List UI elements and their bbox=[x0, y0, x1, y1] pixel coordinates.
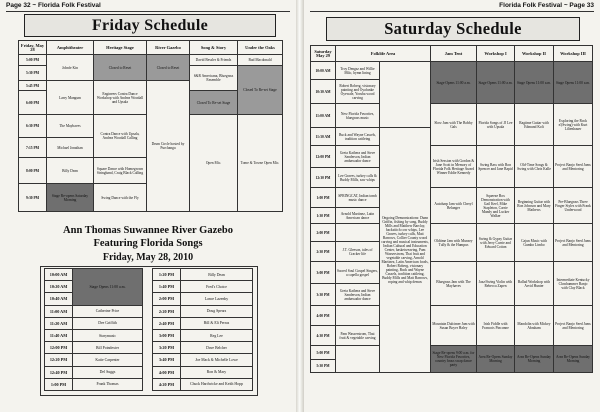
saturday-title-text: Saturday Schedule bbox=[384, 19, 522, 38]
song-act: S&R Americana, Bluegrass Ensemble bbox=[190, 66, 238, 91]
col-header-day: Friday, May 28 bbox=[19, 41, 47, 55]
jam-act: Stage Re-opens 9:00 a.m. for New Florida Favorites, country brass swap dance party bbox=[431, 346, 477, 373]
gazebo-left-table bbox=[44, 268, 143, 391]
ws3-act: Project Banjo Seed Jams and Mentoring bbox=[554, 224, 593, 262]
friday-title-text: Friday Schedule bbox=[91, 16, 209, 34]
time-cell: 4:30 PM bbox=[311, 326, 336, 346]
ws2-act: Old-Time Songs & Swing with Chris Kalle bbox=[515, 146, 554, 188]
header-rule bbox=[6, 11, 290, 12]
gazebo-act: Drum Circle hosted by Purchanga bbox=[147, 81, 190, 212]
ws2-act: Cajun Music with Gumbo Limbo bbox=[515, 224, 554, 262]
time-cell: 5:30 PM bbox=[19, 66, 47, 81]
ws1-act: Florida Songs of JJ Lee with Upsala bbox=[477, 104, 515, 146]
col-header-ws1: Workshop I bbox=[477, 46, 515, 62]
gz-act: Starymusic bbox=[73, 329, 143, 341]
ws3-act: Area Re-Opens Sunday Morning bbox=[554, 346, 593, 373]
ws1-act: Irish Fiddle with Francois Pinconne bbox=[477, 306, 515, 346]
gz-time: 10:40 AM bbox=[45, 293, 73, 305]
jam-act: Bluegrass Jam with The Mayhaves bbox=[431, 262, 477, 306]
gz-time: 4:00 PM bbox=[153, 366, 181, 378]
col-header-folklife: Folklife Area bbox=[336, 46, 431, 62]
amph-act: Johnfe Kin bbox=[47, 55, 94, 81]
time-cell: 6:30 PM bbox=[19, 115, 47, 138]
time-cell: 5:00 PM bbox=[19, 55, 47, 66]
gz-time: 11:00 AM bbox=[45, 305, 73, 317]
ws3-act: Intermediate Kentucky Clawhammer Banjo with Clay Black bbox=[554, 262, 593, 306]
amph-act: The Mayhaves bbox=[47, 115, 94, 138]
folk-act: Greta Kathera and Steve Sanderson, Indian ambassador dance bbox=[336, 284, 380, 306]
jam-act: Autoharp Jam with Cheryl Belanger bbox=[431, 188, 477, 224]
time-cell: 12:30 PM bbox=[311, 168, 336, 188]
folk-act: Lee Graves, turkey calls & Buddy Mills, saw whips bbox=[336, 168, 380, 188]
oaks-act: Tome & Towne Open Mic. bbox=[238, 115, 283, 212]
ws1-act: Squeeze Box Demonstration with Gail Keel, Mike Stapleton, Carrie Mandy and Lucker Walker bbox=[477, 188, 515, 224]
time-cell: 4:00 PM bbox=[311, 306, 336, 326]
ws1-act: Swing Bass with Ron Spencer and Jane Rapid bbox=[477, 146, 515, 188]
amph-act: Stage Re-opens Saturday Morning bbox=[47, 184, 94, 212]
jam-act: Mountain Dulcimer Jam with Susan Boyer Haley bbox=[431, 306, 477, 346]
col-header-song-story: Song & Story bbox=[190, 41, 238, 55]
col-header-amphitheater: Amphitheater bbox=[47, 41, 94, 55]
gz-act: Billy Dean bbox=[181, 269, 253, 281]
gz-time: 12:40 PM bbox=[45, 366, 73, 378]
jam-act: Oldtime Jam with Munsey Tully & the Humpus bbox=[431, 224, 477, 262]
time-cell: 3:30 PM bbox=[311, 284, 336, 306]
friday-title bbox=[24, 14, 276, 37]
time-cell: 5:00 PM bbox=[311, 346, 336, 360]
gz-act: Katie Carpenter bbox=[73, 354, 143, 366]
saturday-schedule-table bbox=[310, 45, 593, 373]
ws2-act: Stage Opens 11:00 a.m. bbox=[515, 62, 554, 104]
left-page bbox=[0, 0, 296, 412]
ws3-act: Pre-Bluegrass Three Finger Styles with Frank Underwood bbox=[554, 188, 593, 224]
left-page-header: Page 32 ~ Florida Folk Festival bbox=[6, 2, 101, 9]
gz-act: Doug Spears bbox=[181, 305, 253, 317]
folk-act: SPRINGCAT, Indian tomb music dance bbox=[336, 188, 380, 208]
ws1-act: Swing & Gypsy Guitar with Jerry Currie and Edward Cotton bbox=[477, 224, 515, 262]
gazebo-act: Closed to Reset bbox=[147, 55, 190, 81]
oaks-act: Closed To Re-set Stage bbox=[238, 66, 283, 115]
gz-time: 10:00 AM bbox=[45, 269, 73, 281]
ws1-act: Area Re-Opens Sunday Morning bbox=[477, 346, 515, 373]
gz-time: 2:20 PM bbox=[153, 305, 181, 317]
oaks-act: Bud Macdonald bbox=[238, 55, 283, 66]
song-act: Closed To Re-set Stage bbox=[190, 91, 238, 115]
time-cell: 5:30 PM bbox=[311, 360, 336, 373]
col-header-ws2: Workshop II bbox=[515, 46, 554, 62]
gz-act: Stage Opens 11:00 a.m. bbox=[73, 269, 143, 306]
gz-act: Dave Belcher bbox=[181, 342, 253, 354]
folk-act: Robert Roberg, visionary painting and Oyafunke Oyewale, Yoruba wood carving bbox=[336, 80, 380, 104]
time-cell: 12:00 PM bbox=[311, 146, 336, 168]
heritage-act: Contra Dance with Upsala, Andrea Woodall Calling bbox=[94, 115, 147, 158]
song-act: David Bessler & Friends bbox=[190, 55, 238, 66]
gz-act: Dee Griffith bbox=[73, 317, 143, 329]
amph-act: Michael Jonathan bbox=[47, 138, 94, 158]
col-header-ws3: Workshop III bbox=[554, 46, 593, 62]
heritage-act: Square Dance with Homegrown Stringband, Craig Black Calling bbox=[94, 158, 147, 184]
gz-time: 1:40 PM bbox=[153, 281, 181, 293]
time-cell: 7:15 PM bbox=[19, 138, 47, 158]
gazebo-subtitle: Featuring Florida Songs bbox=[93, 238, 203, 249]
jam-act: Slow Jam with The Bobby Gals bbox=[431, 104, 477, 146]
gz-time: 1:00 PM bbox=[45, 378, 73, 390]
song-act: Open Mic. bbox=[190, 115, 238, 212]
folk-act: Pam Wasserstrom, Thai fruit & vegetable carving bbox=[336, 326, 380, 346]
time-cell: 10:00 AM bbox=[311, 62, 336, 80]
gz-act: Chuck Hardwicke and Keith Hopp bbox=[181, 378, 253, 390]
ws3-act: Project Banjo Seed Jams and Mentoring bbox=[554, 306, 593, 346]
jam-act: Stage Opens 11:00 a.m. bbox=[431, 62, 477, 104]
gz-act: Bill & Eli Perras bbox=[181, 317, 253, 329]
gz-time: 12:20 PM bbox=[45, 354, 73, 366]
gz-act: Joe Mack & Michelle Lowe bbox=[181, 354, 253, 366]
gz-time: 1:20 PM bbox=[153, 269, 181, 281]
time-cell: 6:00 PM bbox=[19, 91, 47, 115]
ws2-act: Ballad Workshop with Arvid Hunter bbox=[515, 262, 554, 306]
gz-act: Catherine Price bbox=[73, 305, 143, 317]
folk-act: Arnold Martinez, Latin American dance bbox=[336, 208, 380, 224]
gz-time: 3:00 PM bbox=[153, 329, 181, 341]
col-header-jam: Jam Tent bbox=[431, 46, 477, 62]
folk-act: Buck and Wayne Cassels, tradition cattleing bbox=[336, 128, 380, 146]
gz-act: Del Suggs bbox=[73, 366, 143, 378]
ws3-act: Stage Opens 11:00 a.m. bbox=[554, 62, 593, 104]
heritage-act: Swing Dance with the Fly bbox=[94, 184, 147, 212]
gazebo-right-table bbox=[152, 268, 253, 391]
gazebo-title: Ann Thomas Suwannee River Gazebo bbox=[63, 225, 233, 236]
folk-act: J.T. Gleeson, tales of Cracker life bbox=[336, 242, 380, 262]
col-header-gazebo: River Gazebo bbox=[147, 41, 190, 55]
gz-time: 4:20 PM bbox=[153, 378, 181, 390]
folk-demos: Ongoing Demonstrations: Dunn Griffin, fishing by song, Buddy Mills and Matthew Barclay, backstitch cow whips, Lee Graves, turkey calls, Matt Barrows, Collier County wood carving and musical instruments, Indian Cultural and Education Center, basketweaving, Pam Wasserstrom, Thai fruit and vegetable carving, Arnold Martinez, Latin American foods, Robert Roberg, visionary painting, Buck and Wayne Cassels, tradition cattleing, Buddy Mills and Matt Barrows, roping and whip demos bbox=[380, 128, 431, 373]
amph-act: Larry Mangum bbox=[47, 81, 94, 115]
time-cell: 1:30 PM bbox=[311, 208, 336, 224]
ws2-act: Area Re-Opens Sunday Morning bbox=[515, 346, 554, 373]
time-cell: 3:00 PM bbox=[311, 262, 336, 284]
right-page bbox=[304, 0, 600, 412]
time-cell: 1:00 PM bbox=[311, 188, 336, 208]
ws2-act: Ragtime Guitar with Edmund Kolt bbox=[515, 104, 554, 146]
folk-blank bbox=[336, 346, 431, 373]
time-cell: 9:30 PM bbox=[19, 184, 47, 212]
time-cell: 2:30 PM bbox=[311, 242, 336, 262]
ws3-act: Exploring the Rock n'(Swing) with Kurt Lilienhauer bbox=[554, 104, 593, 146]
folk-act bbox=[336, 224, 380, 242]
ws1-act: Jazz/Swing Violin with Rebecca Zapen bbox=[477, 262, 515, 306]
header-rule bbox=[310, 11, 594, 12]
ws3-act: Project Banjo Seed Jams and Mentoring bbox=[554, 146, 593, 188]
time-cell: 2:00 PM bbox=[311, 224, 336, 242]
gz-act: Bill Poindexter bbox=[73, 342, 143, 354]
col-header-day: Saturday May 29 bbox=[311, 46, 336, 62]
folk-act: Sacred Soul Gospel Singers, a capella gospel bbox=[336, 262, 380, 284]
gz-time: 11:40 AM bbox=[45, 329, 73, 341]
gazebo-date: Friday, May 28, 2010 bbox=[102, 252, 194, 263]
jam-act: Irish Session with Gordon & Jane Scott in Memory of Florida Folk Heritage Award Winner Eddie Kennedy bbox=[431, 146, 477, 188]
ws2-act: Beginning Guitar with Ron Johnson and Mary Mathews bbox=[515, 188, 554, 224]
gz-time: 2:00 PM bbox=[153, 293, 181, 305]
gz-time: 2:40 PM bbox=[153, 317, 181, 329]
amph-act: Billy Dean bbox=[47, 158, 94, 184]
folk-act: Troy Dengsz and Willie Milo, hymn lining bbox=[336, 62, 380, 80]
gz-act: Ron & Mary bbox=[181, 366, 253, 378]
page-gutter bbox=[296, 0, 304, 412]
gz-act: Lance Lazenby bbox=[181, 293, 253, 305]
gz-time: 3:40 PM bbox=[153, 354, 181, 366]
gz-act: Frank Thomas bbox=[73, 378, 143, 390]
col-header-heritage: Heritage Stage bbox=[94, 41, 147, 55]
gz-time: 12:00 PM bbox=[45, 342, 73, 354]
folk-act: New Florida Favorites, bluegrass music bbox=[336, 104, 380, 128]
time-cell: 5:45 PM bbox=[19, 81, 47, 91]
right-page-header: Florida Folk Festival ~ Page 33 bbox=[499, 2, 594, 9]
gz-time: 11:20 AM bbox=[45, 317, 73, 329]
time-cell: 10:30 AM bbox=[311, 80, 336, 104]
gz-time: 10:20 AM bbox=[45, 281, 73, 293]
col-header-oaks: Under the Oaks bbox=[238, 41, 283, 55]
time-cell: 11:30 AM bbox=[311, 128, 336, 146]
gz-time: 3:20 PM bbox=[153, 342, 181, 354]
time-cell: 11:00 AM bbox=[311, 104, 336, 128]
ws1-act: Stage Opens 11:00 a.m. bbox=[477, 62, 515, 104]
folk-act bbox=[336, 306, 380, 326]
ws2-act: Mandolin with Mickey Abraham bbox=[515, 306, 554, 346]
folk-blank bbox=[380, 62, 431, 128]
folk-act: Greta Kathera and Steve Sanderson, Indian ambassador dance bbox=[336, 146, 380, 168]
gz-act: Reg Lee bbox=[181, 329, 253, 341]
heritage-act: Closed to Reset bbox=[94, 55, 147, 81]
friday-schedule-table bbox=[18, 40, 283, 212]
saturday-title bbox=[326, 17, 580, 41]
time-cell: 8:00 PM bbox=[19, 158, 47, 184]
heritage-act: Engineers Contra Dance Workshop with Andrea Woodall and Upsala bbox=[94, 81, 147, 115]
gz-act: Fred's Choice bbox=[181, 281, 253, 293]
